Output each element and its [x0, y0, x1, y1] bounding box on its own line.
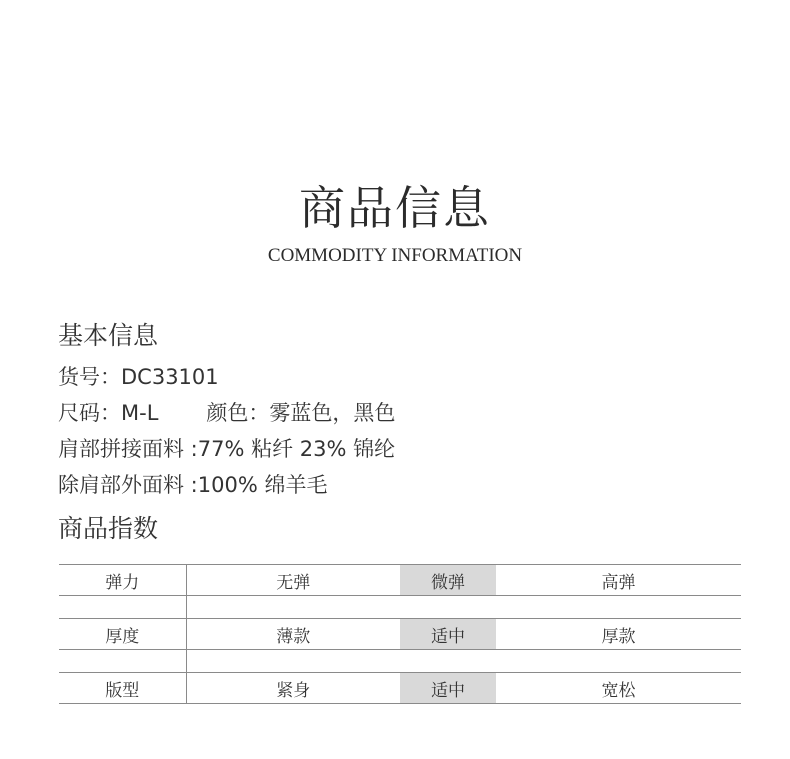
table-row-elasticity [59, 565, 741, 596]
spacer-cell [59, 650, 186, 673]
option-cell: 宽松 [496, 673, 741, 704]
item-number: 货号：DC33101 [58, 365, 219, 389]
option-cell: 紧身 [186, 673, 400, 704]
option-cell-selected: 适中 [400, 673, 496, 704]
size-color-line [58, 399, 395, 427]
row-label: 厚度 [59, 619, 186, 650]
table-spacer-row [59, 596, 741, 619]
option-cell: 厚款 [496, 619, 741, 650]
option-cell-selected: 适中 [400, 619, 496, 650]
index-heading: 商品指数 [58, 514, 159, 543]
basic-info-heading: 基本信息 [58, 321, 159, 350]
spacer-cell [186, 596, 741, 619]
table-row-fit [59, 673, 741, 704]
option-cell: 薄款 [186, 619, 400, 650]
other-fabric: 除肩部外面料 :100% 绵羊毛 [58, 473, 328, 497]
row-label: 版型 [59, 673, 186, 704]
index-table [59, 564, 741, 704]
page-title: 商品信息 [299, 181, 491, 235]
option-cell: 无弹 [186, 565, 400, 596]
page-subtitle: COMMODITY INFORMATION [267, 245, 523, 266]
size-text: 尺码：M-L [58, 401, 159, 425]
table-spacer-row [59, 650, 741, 673]
color-text: 颜色：雾蓝色，黑色 [206, 401, 396, 425]
row-label: 弹力 [59, 565, 186, 596]
shoulder-fabric: 肩部拼接面料 :77% 粘纤 23% 锦纶 [58, 437, 396, 461]
spacer-cell [59, 596, 186, 619]
option-cell: 高弹 [496, 565, 741, 596]
table-row-thickness [59, 619, 741, 650]
spacer-cell [186, 650, 741, 673]
option-cell-selected: 微弹 [400, 565, 496, 596]
